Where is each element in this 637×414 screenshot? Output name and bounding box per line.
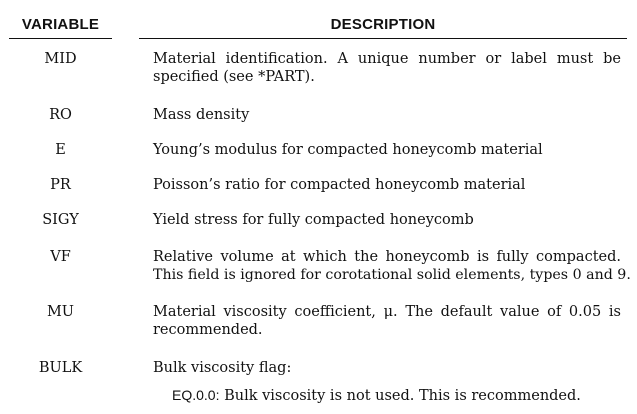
- description-ro: [153, 106, 621, 124]
- option-eq-0: [172, 386, 632, 405]
- description-sigy: [153, 211, 621, 229]
- variable-name-ro: RO: [49, 107, 72, 123]
- variable-name-e: E: [55, 142, 66, 158]
- description-line: Material identification. A unique number or label must be: [153, 51, 621, 67]
- description-line: This field is ignored for corotational solid elements, types 0 and 9.: [153, 267, 631, 283]
- header-underline-variable: [9, 38, 112, 39]
- option-code: EQ.0.0:: [172, 387, 220, 403]
- variable-name-vf: VF: [50, 249, 71, 265]
- variable-name-mu: MU: [46, 304, 75, 320]
- description-e: [153, 141, 621, 159]
- variable-name-pr: PR: [50, 177, 71, 193]
- variable-name-bulk: BULK: [38, 360, 83, 376]
- description-line: recommended.: [153, 322, 263, 338]
- variable-name-mid: MID: [44, 51, 77, 67]
- description-line: Poisson’s ratio for compacted honeycomb material: [153, 177, 526, 193]
- description-vf: [153, 248, 631, 284]
- header-underline-description: [139, 38, 627, 39]
- description-mu: [153, 303, 621, 339]
- description-line: specified (see *PART).: [153, 69, 315, 85]
- column-header-description: DESCRIPTION: [330, 16, 436, 33]
- description-line: Material viscosity coefficient, μ. The default value of 0.05 is: [153, 304, 621, 320]
- column-header-variable: VARIABLE: [21, 16, 100, 33]
- description-line: Yield stress for fully compacted honeycomb: [153, 212, 474, 228]
- description-line: Mass density: [153, 107, 250, 123]
- description-line: Young’s modulus for compacted honeycomb material: [153, 142, 543, 158]
- variable-name-sigy: SIGY: [42, 212, 79, 228]
- description-bulk: [153, 359, 621, 377]
- description-mid: [153, 50, 621, 86]
- option-text: Bulk viscosity is not used. This is recommended.: [224, 388, 581, 404]
- description-line: Relative volume at which the honeycomb is fully compacted.: [153, 249, 621, 265]
- description-line: Bulk viscosity flag:: [153, 360, 292, 376]
- description-pr: [153, 176, 621, 194]
